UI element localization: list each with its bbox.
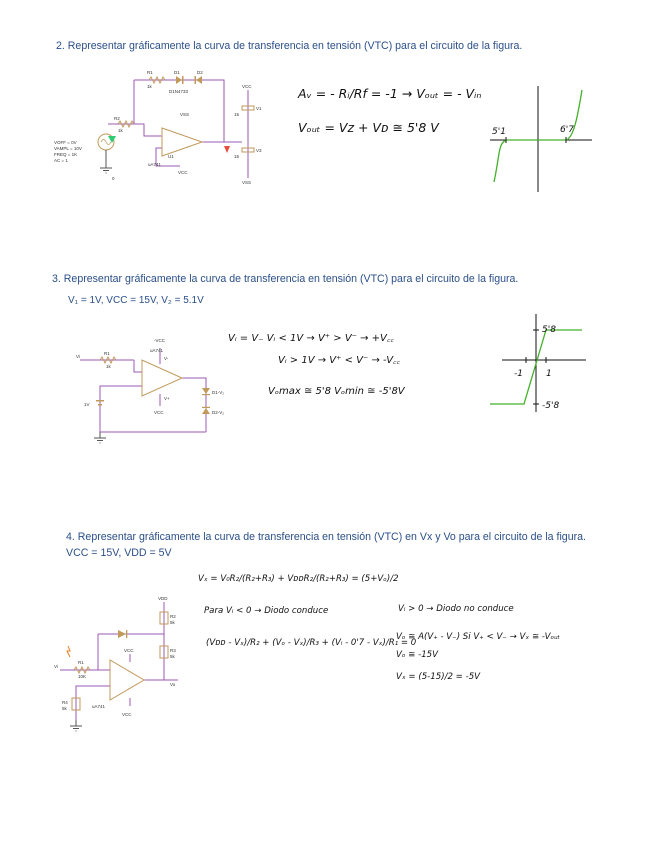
c3-r1: R1	[104, 351, 110, 356]
c2-src-0: VOFF = 0V	[54, 140, 77, 145]
problem-3-given: V₁ = 1V, VCC = 15V, V₂ = 5.1V	[68, 295, 204, 306]
c4-r1v: 10K	[78, 674, 87, 679]
g2-tick-0: 5'1	[492, 127, 506, 137]
c4-vdd: VDD	[158, 596, 168, 601]
c4-r1: R1	[78, 660, 84, 665]
c3-vplus: V+	[164, 396, 170, 401]
c2-r1: R1	[147, 70, 153, 75]
c2-v3v: 15	[234, 154, 240, 159]
g3-tick-2: 1	[546, 369, 552, 379]
c4-vo: Vo	[170, 682, 176, 687]
vtc-graph-3	[488, 314, 598, 414]
c2-d1: D1	[174, 70, 180, 75]
c4-vi: Vi	[54, 664, 58, 669]
p3-note-2: Vᵢ > 1V → V⁺ < V⁻ → -V꜀꜀	[278, 355, 400, 366]
c2-gnd: 0	[112, 176, 115, 181]
problem-4-heading: 4. Representar gráficamente la curva de transferencia en tensión (VTC) en Vx y Vo para el circuito de la figura. VCC = 15V, VDD = 5V	[66, 531, 586, 559]
p2-note-2: Vₒᵤₜ = Vᴢ + Vᴅ ≅ 5'8 V	[298, 120, 439, 135]
c2-r2v: 1k	[118, 128, 123, 133]
problem-2-heading: 2. Representar gráficamente la curva de transferencia en tensión (VTC) para el circuito de la figura.	[56, 40, 523, 52]
c2-d1v: D1N4733	[169, 89, 189, 94]
c3-opamp: uA741	[150, 348, 164, 353]
circuit-4	[54, 594, 184, 744]
c4-vcc-bot: VCC	[122, 712, 132, 717]
c2-vcc: VCC	[178, 170, 188, 175]
c3-vi: Vi	[76, 354, 80, 359]
c3-vccneg: -VCC	[154, 338, 165, 343]
c4-r4: R4	[62, 700, 68, 705]
p2-note-1: Aᵥ = - Rᵢ/Rf = -1 → Vₒᵤₜ = - Vᵢₙ	[298, 86, 482, 101]
c2-r1v: 1k	[147, 84, 152, 89]
c4-r3v: 5k	[170, 654, 175, 659]
g3-tick-3: -5'8	[542, 401, 560, 411]
c4-r3: R3	[170, 648, 176, 653]
c2-u1: U1	[168, 154, 174, 159]
c4-vcc-top: VCC	[124, 648, 134, 653]
c3-vminus: V-	[164, 356, 169, 361]
c2-d2: D2	[197, 70, 203, 75]
p4-note-7: Vₓ = (5-15)/2 = -5V	[396, 672, 481, 682]
c2-opamp: uA741	[148, 162, 162, 167]
c4-opamp: uA741	[92, 704, 106, 709]
c2-v3: V3	[256, 148, 262, 153]
c2-src-1: VAMPL = 10V	[54, 146, 82, 151]
c2-src-2: FREQ = 1K	[54, 152, 78, 157]
c4-r2: R2	[170, 614, 176, 619]
vtc-graph-2	[486, 84, 596, 194]
c2-vss-bot: VSS	[242, 180, 252, 185]
c2-vcc-top: VCC	[242, 84, 252, 89]
c4-r4v: 5k	[62, 706, 67, 711]
p4-note-1: Vₓ = V₀R₂/(R₂+R₃) + VᴅᴅR₂/(R₂+R₃) = (5+Vₒ)/2	[198, 574, 399, 584]
p4-note-6: Vₒ ≅ -15V	[396, 650, 439, 660]
c3-d2: D2-V₂	[212, 410, 224, 415]
circuit-3	[74, 334, 224, 446]
problem-3-heading: 3. Representar gráficamente la curva de transferencia en tensión (VTC) para el circuito de la figura.	[52, 273, 519, 285]
circuit-2	[52, 66, 292, 186]
p3-note-1: Vᵢ = V₋ Vᵢ < 1V → V⁺ > V⁻ → +V꜀꜀	[228, 333, 394, 344]
g2-tick-1: 6'7	[560, 125, 574, 135]
c3-d1: D1-V₂	[212, 390, 224, 395]
p4-note-5: Vₒ ≅ A(V₊ - V₋) Si V₊ < V₋ → Vₓ ≅ -Vₒᵤₜ	[396, 632, 561, 642]
c3-r1v: 1k	[106, 364, 111, 369]
c3-vcc: VCC	[154, 410, 164, 415]
g3-tick-0: 5'8	[542, 325, 556, 335]
p3-note-3: Vₒmax ≅ 5'8 Vₒmin ≅ -5'8V	[268, 386, 405, 397]
c2-src-3: AC = 1	[54, 158, 68, 163]
p4-note-4: (Vᴅᴅ - Vₓ)/R₂ + (Vₒ - Vₓ)/R₃ + (Vᵢ - 0'7 - Vₓ)/R₁ = 0	[206, 638, 417, 648]
c2-v1v: 15	[234, 112, 240, 117]
g3-tick-1: -1	[514, 369, 523, 379]
c2-v1: V1	[256, 106, 262, 111]
c2-vss: VSS	[180, 112, 190, 117]
p4-note-3: Vᵢ > 0 → Diodo no conduce	[398, 604, 514, 614]
c3-v1: 1V	[84, 402, 90, 407]
c4-r2v: 5k	[170, 620, 175, 625]
p4-note-2: Para Vᵢ < 0 → Diodo conduce	[204, 606, 329, 616]
c2-r2: R2	[114, 116, 120, 121]
